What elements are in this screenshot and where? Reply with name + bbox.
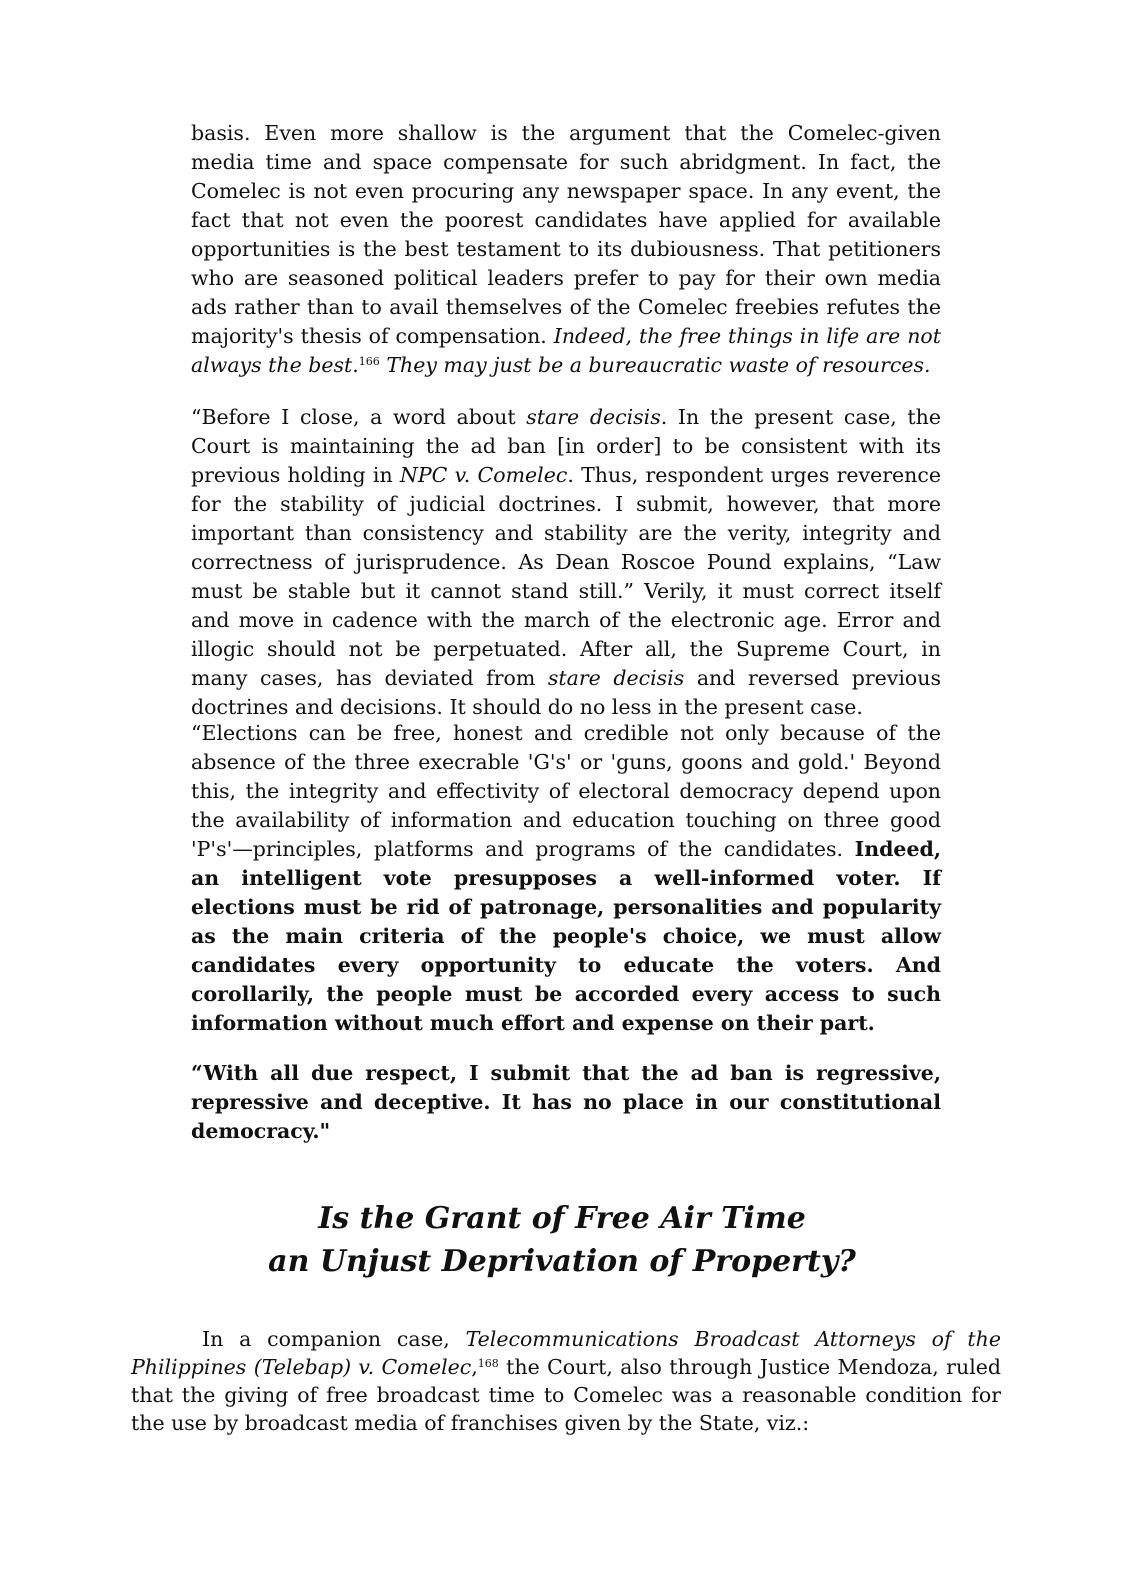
para2-italic-1: stare decisis [526,405,661,429]
para5-case-name: Telecommunications Broadcast Attorneys of the Philippines (Telebap) v. Comelec [131,1327,1001,1379]
para1-italic-2: They may just be a bureaucratic waste of resources. [379,353,931,377]
para5-text-2: , [471,1355,478,1379]
section-heading-line-2: an Unjust Deprivation of Property? [268,1244,856,1279]
quote-paragraph-1 [191,119,941,380]
section-heading [0,1197,1124,1283]
section-heading-line-1: Is the Grant of Free Air Time [318,1201,806,1236]
para5-text-1: In a companion case, [202,1327,466,1351]
para1-text: basis. Even more shallow is the argument that the Comelec-given media time and space compensate for such abridgment. In fact, the Comelec is not even procuring any newspaper space. In any event, the fact that not even the poorest candidates have applied for available opportunities is the best testament to its dubiousness. That petitioners who are seasoned political leaders prefer to pay for their own media ads rather than to avail themselves of the Comelec freebies refutes the majority's thesis of compensation. [191,121,941,348]
quote-paragraph-3 [191,719,941,1038]
para2-text-2: . In the present case, the Court is maintaining the ad ban [in order] to be consistent with its previous holding in [191,405,941,487]
para2-text-1: “Before I close, a word about [191,405,527,429]
para1-italic-1: Indeed, the free things in life are not always the best. [191,324,941,377]
body-paragraph [131,1325,1001,1437]
footnote-ref-166: 166 [358,355,380,368]
para4-bold-1: “With all due respect, I submit that the ad ban is regressive, repressive and deceptive. It has no place in our constitutional democracy." [191,1061,941,1143]
para3-bold-1: Indeed, an intelligent vote presupposes a well-informed voter. If elections must be rid of patronage, personalities and popularity as the main criteria of the people's choice, we must allow candidates every opportunity to educate the voters. And corollarily, the people must be accorded every access to such information without much effort and expense on their part. [191,837,941,1035]
para2-italic-2: NPC v. Comelec [399,463,568,487]
para2-text-3: . Thus, respondent urges reverence for the stability of judicial doctrines. I submit, however, that more important than consistency and stability are the verity, integrity and correctness of jurisprudence. As Dean Roscoe Pound explains, “Law must be stable but it cannot stand still.” Verily, it must correct itself and move in cadence with the march of the electronic age. Error and illogic should not be perpetuated. After all, the Supreme Court, in many cases, has deviated from [191,463,941,690]
para2-text-4: and reversed previous doctrines and decisions. It should do no less in the present case. [191,666,941,719]
para5-text-3: the Court, also through Justice Mendoza, ruled that the giving of free broadcast time to Comelec was a reasonable condition for the use by broadcast media of franchises given by the State, viz.: [131,1355,1002,1435]
para3-text-1: “Elections can be free, honest and credible not only because of the absence of the three execrable 'G's' or 'guns, goons and gold.' Beyond this, the integrity and effectivity of electoral democracy depend upon the availability of information and education touching on three good 'P's'—principles, platforms and programs of the candidates. [191,721,941,861]
para2-italic-3: stare decisis [547,666,685,690]
quote-paragraph-4 [191,1059,941,1146]
quote-paragraph-2 [191,403,941,722]
footnote-ref-168: 168 [477,1357,499,1370]
